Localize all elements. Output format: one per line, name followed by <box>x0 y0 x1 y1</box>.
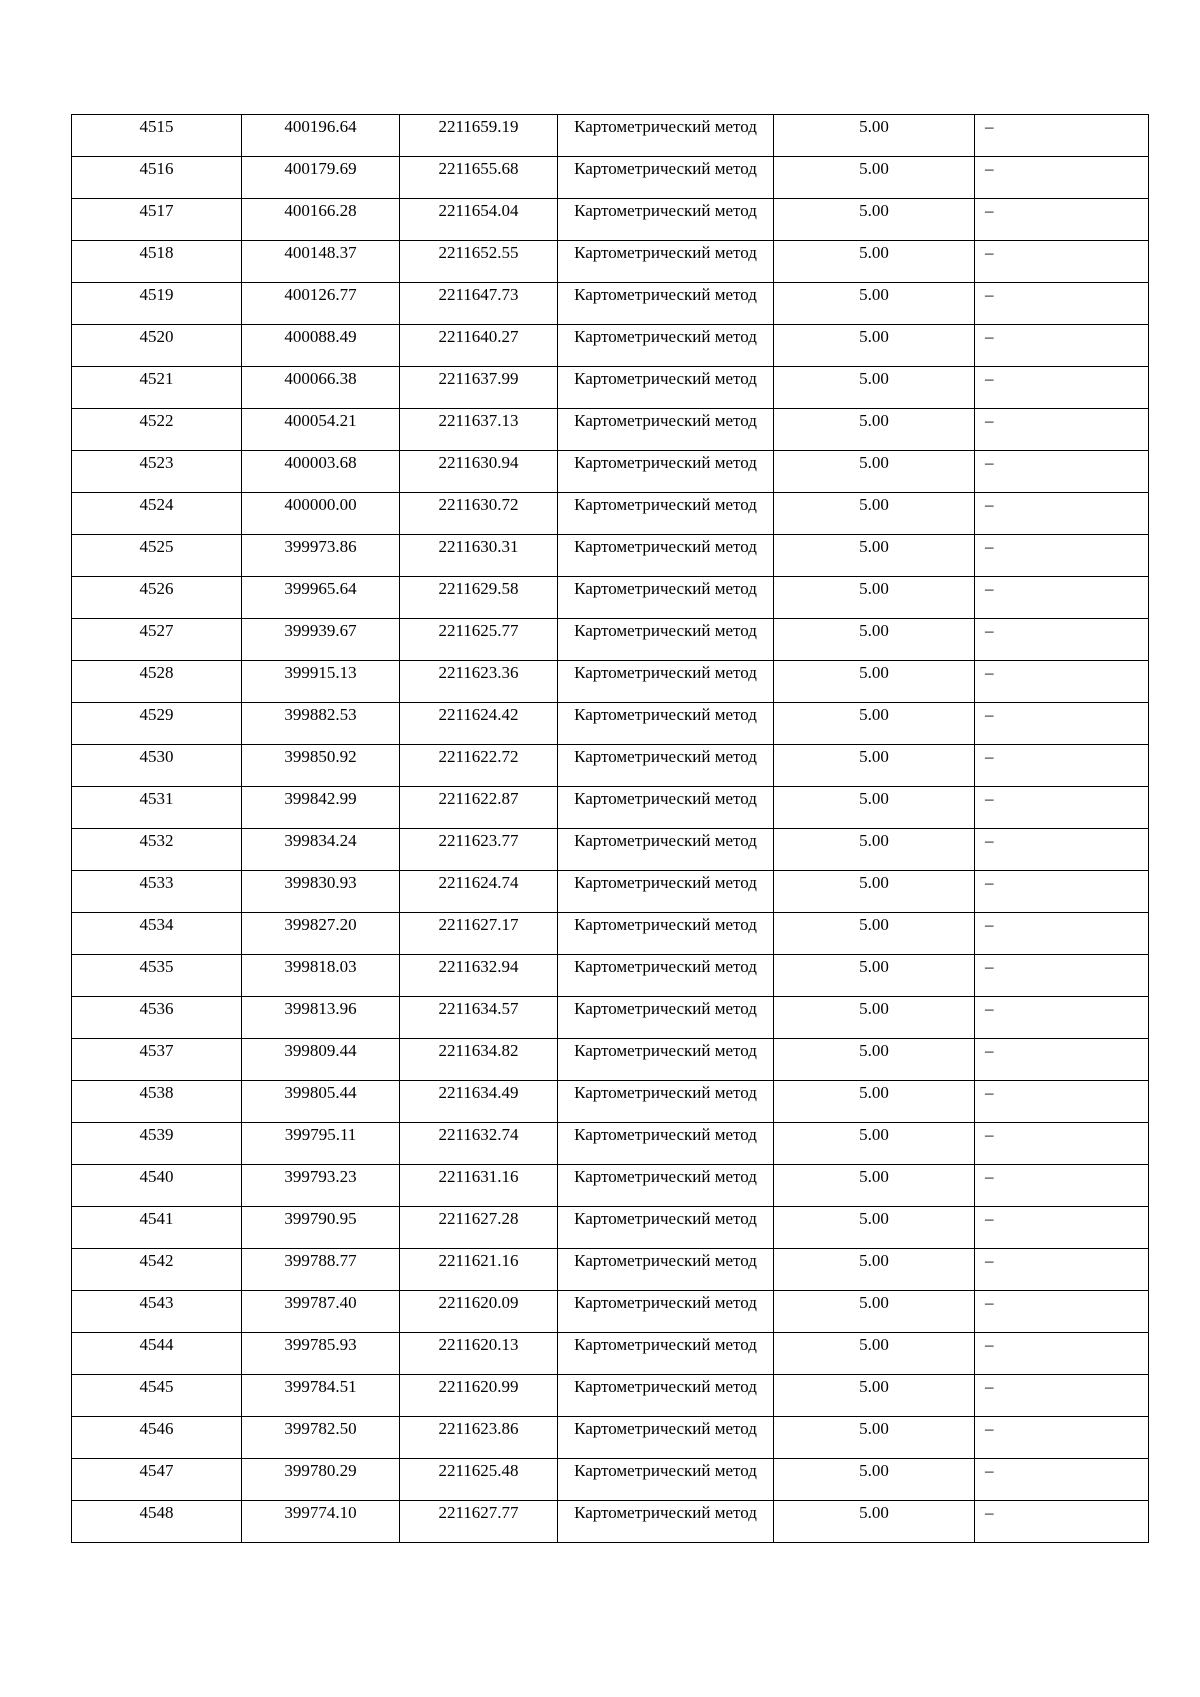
y-coordinate-cell: 2211630.31 <box>400 535 558 577</box>
method-cell: Картометрический метод <box>558 1459 774 1501</box>
accuracy-cell: 5.00 <box>774 535 975 577</box>
point-number-cell: 4540 <box>72 1165 242 1207</box>
point-number-cell: 4522 <box>72 409 242 451</box>
point-number-cell: 4538 <box>72 1081 242 1123</box>
method-cell: Картометрический метод <box>558 1081 774 1123</box>
description-cell: – <box>975 1417 1149 1459</box>
accuracy-cell: 5.00 <box>774 325 975 367</box>
x-coordinate-cell: 399790.95 <box>242 1207 400 1249</box>
description-cell: – <box>975 409 1149 451</box>
x-coordinate-cell: 400003.68 <box>242 451 400 493</box>
accuracy-cell: 5.00 <box>774 661 975 703</box>
description-cell: – <box>975 1081 1149 1123</box>
y-coordinate-cell: 2211632.94 <box>400 955 558 997</box>
method-cell: Картометрический метод <box>558 1165 774 1207</box>
method-cell: Картометрический метод <box>558 199 774 241</box>
description-cell: – <box>975 787 1149 829</box>
x-coordinate-cell: 399965.64 <box>242 577 400 619</box>
table-row <box>72 1165 1149 1207</box>
point-number-cell: 4543 <box>72 1291 242 1333</box>
y-coordinate-cell: 2211623.36 <box>400 661 558 703</box>
y-coordinate-cell: 2211620.13 <box>400 1333 558 1375</box>
accuracy-cell: 5.00 <box>774 1249 975 1291</box>
point-number-cell: 4539 <box>72 1123 242 1165</box>
table-row <box>72 157 1149 199</box>
description-cell: – <box>975 535 1149 577</box>
description-cell: – <box>975 199 1149 241</box>
accuracy-cell: 5.00 <box>774 367 975 409</box>
table-row <box>72 913 1149 955</box>
x-coordinate-cell: 399782.50 <box>242 1417 400 1459</box>
point-number-cell: 4534 <box>72 913 242 955</box>
description-cell: – <box>975 241 1149 283</box>
table-row <box>72 451 1149 493</box>
x-coordinate-cell: 399818.03 <box>242 955 400 997</box>
point-number-cell: 4515 <box>72 115 242 157</box>
y-coordinate-cell: 2211629.58 <box>400 577 558 619</box>
point-number-cell: 4542 <box>72 1249 242 1291</box>
accuracy-cell: 5.00 <box>774 451 975 493</box>
y-coordinate-cell: 2211622.87 <box>400 787 558 829</box>
accuracy-cell: 5.00 <box>774 1207 975 1249</box>
table-row <box>72 661 1149 703</box>
x-coordinate-cell: 399795.11 <box>242 1123 400 1165</box>
point-number-cell: 4519 <box>72 283 242 325</box>
description-cell: – <box>975 955 1149 997</box>
method-cell: Картометрический метод <box>558 1207 774 1249</box>
accuracy-cell: 5.00 <box>774 1333 975 1375</box>
description-cell: – <box>975 1333 1149 1375</box>
description-cell: – <box>975 1165 1149 1207</box>
x-coordinate-cell: 400088.49 <box>242 325 400 367</box>
description-cell: – <box>975 661 1149 703</box>
table-row <box>72 955 1149 997</box>
point-number-cell: 4517 <box>72 199 242 241</box>
accuracy-cell: 5.00 <box>774 199 975 241</box>
x-coordinate-cell: 400126.77 <box>242 283 400 325</box>
method-cell: Картометрический метод <box>558 829 774 871</box>
accuracy-cell: 5.00 <box>774 955 975 997</box>
method-cell: Картометрический метод <box>558 871 774 913</box>
point-number-cell: 4541 <box>72 1207 242 1249</box>
y-coordinate-cell: 2211620.99 <box>400 1375 558 1417</box>
point-number-cell: 4529 <box>72 703 242 745</box>
accuracy-cell: 5.00 <box>774 1123 975 1165</box>
x-coordinate-cell: 399813.96 <box>242 997 400 1039</box>
description-cell: – <box>975 871 1149 913</box>
table-row <box>72 283 1149 325</box>
x-coordinate-cell: 400000.00 <box>242 493 400 535</box>
table-row <box>72 997 1149 1039</box>
table-row <box>72 535 1149 577</box>
point-number-cell: 4545 <box>72 1375 242 1417</box>
method-cell: Картометрический метод <box>558 1291 774 1333</box>
method-cell: Картометрический метод <box>558 997 774 1039</box>
table-row <box>72 325 1149 367</box>
accuracy-cell: 5.00 <box>774 619 975 661</box>
table-row <box>72 871 1149 913</box>
y-coordinate-cell: 2211627.77 <box>400 1501 558 1543</box>
point-number-cell: 4546 <box>72 1417 242 1459</box>
description-cell: – <box>975 493 1149 535</box>
point-number-cell: 4528 <box>72 661 242 703</box>
x-coordinate-cell: 399784.51 <box>242 1375 400 1417</box>
y-coordinate-cell: 2211634.49 <box>400 1081 558 1123</box>
x-coordinate-cell: 399785.93 <box>242 1333 400 1375</box>
x-coordinate-cell: 399780.29 <box>242 1459 400 1501</box>
y-coordinate-cell: 2211652.55 <box>400 241 558 283</box>
accuracy-cell: 5.00 <box>774 871 975 913</box>
description-cell: – <box>975 451 1149 493</box>
accuracy-cell: 5.00 <box>774 787 975 829</box>
description-cell: – <box>975 913 1149 955</box>
accuracy-cell: 5.00 <box>774 1459 975 1501</box>
method-cell: Картометрический метод <box>558 703 774 745</box>
accuracy-cell: 5.00 <box>774 745 975 787</box>
accuracy-cell: 5.00 <box>774 115 975 157</box>
description-cell: – <box>975 115 1149 157</box>
method-cell: Картометрический метод <box>558 1123 774 1165</box>
description-cell: – <box>975 1375 1149 1417</box>
y-coordinate-cell: 2211622.72 <box>400 745 558 787</box>
accuracy-cell: 5.00 <box>774 283 975 325</box>
description-cell: – <box>975 157 1149 199</box>
point-number-cell: 4548 <box>72 1501 242 1543</box>
x-coordinate-cell: 399915.13 <box>242 661 400 703</box>
x-coordinate-cell: 399939.67 <box>242 619 400 661</box>
table-row <box>72 1123 1149 1165</box>
description-cell: – <box>975 829 1149 871</box>
accuracy-cell: 5.00 <box>774 241 975 283</box>
method-cell: Картометрический метод <box>558 955 774 997</box>
table-row <box>72 1501 1149 1543</box>
point-number-cell: 4526 <box>72 577 242 619</box>
x-coordinate-cell: 400054.21 <box>242 409 400 451</box>
y-coordinate-cell: 2211647.73 <box>400 283 558 325</box>
method-cell: Картометрический метод <box>558 787 774 829</box>
x-coordinate-cell: 399805.44 <box>242 1081 400 1123</box>
method-cell: Картометрический метод <box>558 1333 774 1375</box>
x-coordinate-cell: 400179.69 <box>242 157 400 199</box>
y-coordinate-cell: 2211620.09 <box>400 1291 558 1333</box>
x-coordinate-cell: 399809.44 <box>242 1039 400 1081</box>
description-cell: – <box>975 745 1149 787</box>
method-cell: Картометрический метод <box>558 1375 774 1417</box>
y-coordinate-cell: 2211637.99 <box>400 367 558 409</box>
accuracy-cell: 5.00 <box>774 493 975 535</box>
description-cell: – <box>975 1459 1149 1501</box>
point-number-cell: 4535 <box>72 955 242 997</box>
method-cell: Картометрический метод <box>558 493 774 535</box>
table-row <box>72 1333 1149 1375</box>
accuracy-cell: 5.00 <box>774 157 975 199</box>
y-coordinate-cell: 2211631.16 <box>400 1165 558 1207</box>
table-row <box>72 829 1149 871</box>
x-coordinate-cell: 399882.53 <box>242 703 400 745</box>
description-cell: – <box>975 619 1149 661</box>
accuracy-cell: 5.00 <box>774 577 975 619</box>
x-coordinate-cell: 399787.40 <box>242 1291 400 1333</box>
table-row <box>72 1039 1149 1081</box>
method-cell: Картометрический метод <box>558 1039 774 1081</box>
method-cell: Картометрический метод <box>558 325 774 367</box>
y-coordinate-cell: 2211621.16 <box>400 1249 558 1291</box>
x-coordinate-cell: 400148.37 <box>242 241 400 283</box>
table-row <box>72 1291 1149 1333</box>
table-row <box>72 409 1149 451</box>
table-row <box>72 1249 1149 1291</box>
y-coordinate-cell: 2211627.17 <box>400 913 558 955</box>
point-number-cell: 4518 <box>72 241 242 283</box>
y-coordinate-cell: 2211634.82 <box>400 1039 558 1081</box>
method-cell: Картометрический метод <box>558 241 774 283</box>
x-coordinate-cell: 399850.92 <box>242 745 400 787</box>
description-cell: – <box>975 577 1149 619</box>
x-coordinate-cell: 400166.28 <box>242 199 400 241</box>
x-coordinate-cell: 399830.93 <box>242 871 400 913</box>
y-coordinate-cell: 2211630.94 <box>400 451 558 493</box>
accuracy-cell: 5.00 <box>774 409 975 451</box>
description-cell: – <box>975 325 1149 367</box>
method-cell: Картометрический метод <box>558 535 774 577</box>
description-cell: – <box>975 1123 1149 1165</box>
method-cell: Картометрический метод <box>558 661 774 703</box>
table-row <box>72 1459 1149 1501</box>
point-number-cell: 4536 <box>72 997 242 1039</box>
description-cell: – <box>975 283 1149 325</box>
accuracy-cell: 5.00 <box>774 1081 975 1123</box>
method-cell: Картометрический метод <box>558 283 774 325</box>
y-coordinate-cell: 2211627.28 <box>400 1207 558 1249</box>
description-cell: – <box>975 1291 1149 1333</box>
y-coordinate-cell: 2211637.13 <box>400 409 558 451</box>
accuracy-cell: 5.00 <box>774 1375 975 1417</box>
point-number-cell: 4531 <box>72 787 242 829</box>
table-row <box>72 787 1149 829</box>
accuracy-cell: 5.00 <box>774 1039 975 1081</box>
method-cell: Картометрический метод <box>558 745 774 787</box>
y-coordinate-cell: 2211634.57 <box>400 997 558 1039</box>
table-row <box>72 115 1149 157</box>
table-row <box>72 577 1149 619</box>
x-coordinate-cell: 399834.24 <box>242 829 400 871</box>
method-cell: Картометрический метод <box>558 367 774 409</box>
accuracy-cell: 5.00 <box>774 1291 975 1333</box>
accuracy-cell: 5.00 <box>774 913 975 955</box>
y-coordinate-cell: 2211654.04 <box>400 199 558 241</box>
method-cell: Картометрический метод <box>558 115 774 157</box>
point-number-cell: 4530 <box>72 745 242 787</box>
y-coordinate-cell: 2211630.72 <box>400 493 558 535</box>
x-coordinate-cell: 399793.23 <box>242 1165 400 1207</box>
y-coordinate-cell: 2211623.86 <box>400 1417 558 1459</box>
table-row <box>72 745 1149 787</box>
point-number-cell: 4544 <box>72 1333 242 1375</box>
table-row <box>72 1375 1149 1417</box>
coordinates-table <box>71 114 1149 1543</box>
table-row <box>72 493 1149 535</box>
point-number-cell: 4520 <box>72 325 242 367</box>
x-coordinate-cell: 399827.20 <box>242 913 400 955</box>
coordinates-table-body <box>72 115 1149 1543</box>
y-coordinate-cell: 2211655.68 <box>400 157 558 199</box>
description-cell: – <box>975 1207 1149 1249</box>
accuracy-cell: 5.00 <box>774 1417 975 1459</box>
accuracy-cell: 5.00 <box>774 1501 975 1543</box>
method-cell: Картометрический метод <box>558 451 774 493</box>
description-cell: – <box>975 997 1149 1039</box>
method-cell: Картометрический метод <box>558 157 774 199</box>
y-coordinate-cell: 2211632.74 <box>400 1123 558 1165</box>
y-coordinate-cell: 2211625.77 <box>400 619 558 661</box>
table-row <box>72 1417 1149 1459</box>
description-cell: – <box>975 1501 1149 1543</box>
method-cell: Картометрический метод <box>558 913 774 955</box>
table-row <box>72 1081 1149 1123</box>
y-coordinate-cell: 2211640.27 <box>400 325 558 367</box>
method-cell: Картометрический метод <box>558 409 774 451</box>
point-number-cell: 4525 <box>72 535 242 577</box>
point-number-cell: 4523 <box>72 451 242 493</box>
description-cell: – <box>975 367 1149 409</box>
y-coordinate-cell: 2211624.42 <box>400 703 558 745</box>
method-cell: Картометрический метод <box>558 1417 774 1459</box>
table-row <box>72 703 1149 745</box>
y-coordinate-cell: 2211625.48 <box>400 1459 558 1501</box>
point-number-cell: 4532 <box>72 829 242 871</box>
point-number-cell: 4537 <box>72 1039 242 1081</box>
y-coordinate-cell: 2211659.19 <box>400 115 558 157</box>
point-number-cell: 4547 <box>72 1459 242 1501</box>
point-number-cell: 4533 <box>72 871 242 913</box>
table-row <box>72 199 1149 241</box>
method-cell: Картометрический метод <box>558 1249 774 1291</box>
y-coordinate-cell: 2211624.74 <box>400 871 558 913</box>
table-row <box>72 1207 1149 1249</box>
table-row <box>72 241 1149 283</box>
x-coordinate-cell: 399788.77 <box>242 1249 400 1291</box>
point-number-cell: 4524 <box>72 493 242 535</box>
x-coordinate-cell: 399973.86 <box>242 535 400 577</box>
x-coordinate-cell: 400066.38 <box>242 367 400 409</box>
x-coordinate-cell: 400196.64 <box>242 115 400 157</box>
accuracy-cell: 5.00 <box>774 829 975 871</box>
method-cell: Картометрический метод <box>558 619 774 661</box>
method-cell: Картометрический метод <box>558 1501 774 1543</box>
description-cell: – <box>975 1039 1149 1081</box>
x-coordinate-cell: 399842.99 <box>242 787 400 829</box>
point-number-cell: 4521 <box>72 367 242 409</box>
method-cell: Картометрический метод <box>558 577 774 619</box>
point-number-cell: 4527 <box>72 619 242 661</box>
point-number-cell: 4516 <box>72 157 242 199</box>
table-row <box>72 367 1149 409</box>
description-cell: – <box>975 1249 1149 1291</box>
x-coordinate-cell: 399774.10 <box>242 1501 400 1543</box>
accuracy-cell: 5.00 <box>774 703 975 745</box>
y-coordinate-cell: 2211623.77 <box>400 829 558 871</box>
description-cell: – <box>975 703 1149 745</box>
accuracy-cell: 5.00 <box>774 1165 975 1207</box>
accuracy-cell: 5.00 <box>774 997 975 1039</box>
table-row <box>72 619 1149 661</box>
